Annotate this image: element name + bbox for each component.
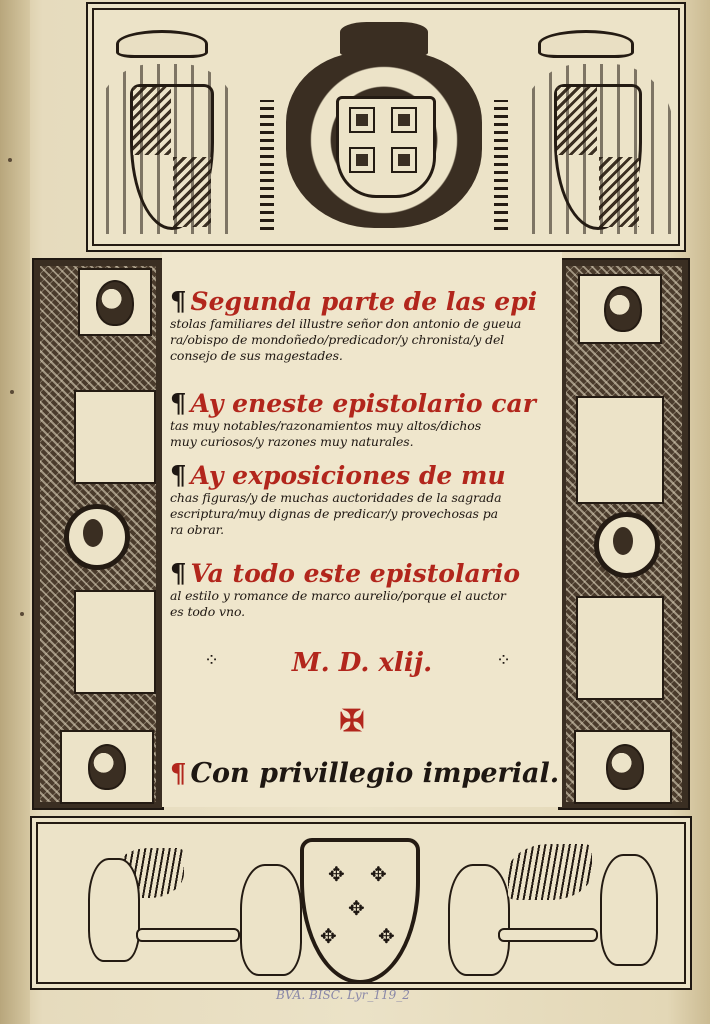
lion-quarter-icon [391,147,417,173]
paragraph-line: ra/obispo de mondoñedo/predicador/y chronista/y del [170,332,505,347]
left-vase-panel [74,390,156,484]
title-paragraph [170,288,550,364]
left-medallion-icon [64,504,130,570]
left-bottom-panel [60,730,154,804]
paragraph-line: stolas familiares del illustre señor don antonio de gueua [170,316,522,331]
paragraph-lead: Segunda parte de las epi [190,287,538,316]
paragraph-line: muy curiosos/y razones muy naturales. [170,434,414,449]
pilcrow-icon: ¶ [170,287,187,317]
ermine-spot-icon: ✥ [378,924,395,948]
paragraph-heading [170,560,550,588]
left-head-panel [78,268,152,336]
lion-quarter-icon [391,107,417,133]
pilcrow-icon: ¶ [170,759,187,789]
right-pillar-icon [494,100,508,230]
left-tassels-icon [92,64,242,234]
ornament-dots-right-icon: ⁘ [496,650,512,671]
pilcrow-icon: ¶ [170,389,187,419]
paragraph-line: tas muy notables/razonamientos muy altos/dichos [170,418,482,433]
left-bird-panel [74,590,156,694]
ermine-spot-icon: ✥ [348,896,365,920]
left-bottom-face-icon [88,744,126,790]
paragraph-line: es todo vno. [170,604,246,619]
right-bottom-panel [574,730,672,804]
paragraph-line: escriptura/muy dignas de predicar/y provechosas pa [170,506,499,521]
paragraph-heading [170,462,550,490]
paragraph-line: ra obrar. [170,522,225,537]
castle-quarter-icon [349,147,375,173]
scan-edge [0,0,30,1024]
content-paragraph [170,390,550,450]
right-column-border [558,258,690,810]
right-top-face-icon [604,286,642,332]
style-paragraph [170,560,550,620]
paragraph-lead: Ay eneste epistolario car [190,389,536,418]
top-woodcut-frame [86,2,686,252]
ermine-spot-icon: ✥ [320,924,337,948]
right-tassels-icon [518,64,674,234]
left-supporter-icon [240,864,302,976]
paragraph-heading [170,390,550,418]
paragraph-line: consejo de sus magestades. [170,348,343,363]
scan-speck [10,390,14,394]
right-vase-panel [576,596,664,700]
castle-quarter-icon [349,107,375,133]
paragraph-line: chas figuras/y de muchas auctoridades de la sagrada [170,490,502,505]
left-putto-icon [88,858,140,962]
center-shield-icon [336,96,436,198]
right-supporter-icon [448,864,510,976]
scan-speck [20,612,24,616]
right-bottom-face-icon [606,744,644,790]
ermine-spot-icon: ✥ [370,862,387,886]
right-wing-icon [508,844,592,900]
ornament-dots-left-icon: ⁘ [204,650,220,671]
cross-patee-icon: ✠ [339,704,365,739]
paragraph-lead: Ay exposiciones de mu [190,461,506,490]
title-heading [170,288,550,316]
left-dragon-icon [136,928,240,942]
scan-speck [8,158,12,162]
privilege-line [170,758,560,789]
paragraph-lead: Va todo este epistolario [190,559,520,588]
left-top-face-icon [96,280,134,326]
privilege-text: Con privillegio imperial. [190,758,560,789]
ermine-spot-icon: ✥ [328,862,345,886]
left-pillar-icon [260,100,274,230]
imprint-date: M. D. xlij. [291,648,433,678]
right-putto-icon [600,854,658,966]
pilcrow-icon: ¶ [170,559,187,589]
pilcrow-icon: ¶ [170,461,187,491]
expositions-paragraph [170,462,550,538]
left-galero-hat-icon [116,30,208,58]
right-bird-panel [576,396,664,504]
right-medallion-icon [594,512,660,578]
library-shelfmark: BVA. BISC. Lyr_119_2 [276,988,410,1002]
imperial-crown-icon [340,22,428,56]
paragraph-line: al estilo y romance de marco aurelio/porque el auctor [170,588,506,603]
right-dragon-icon [498,928,598,942]
right-galero-hat-icon [538,30,634,58]
left-column-border [32,258,164,810]
right-head-panel [578,274,662,344]
